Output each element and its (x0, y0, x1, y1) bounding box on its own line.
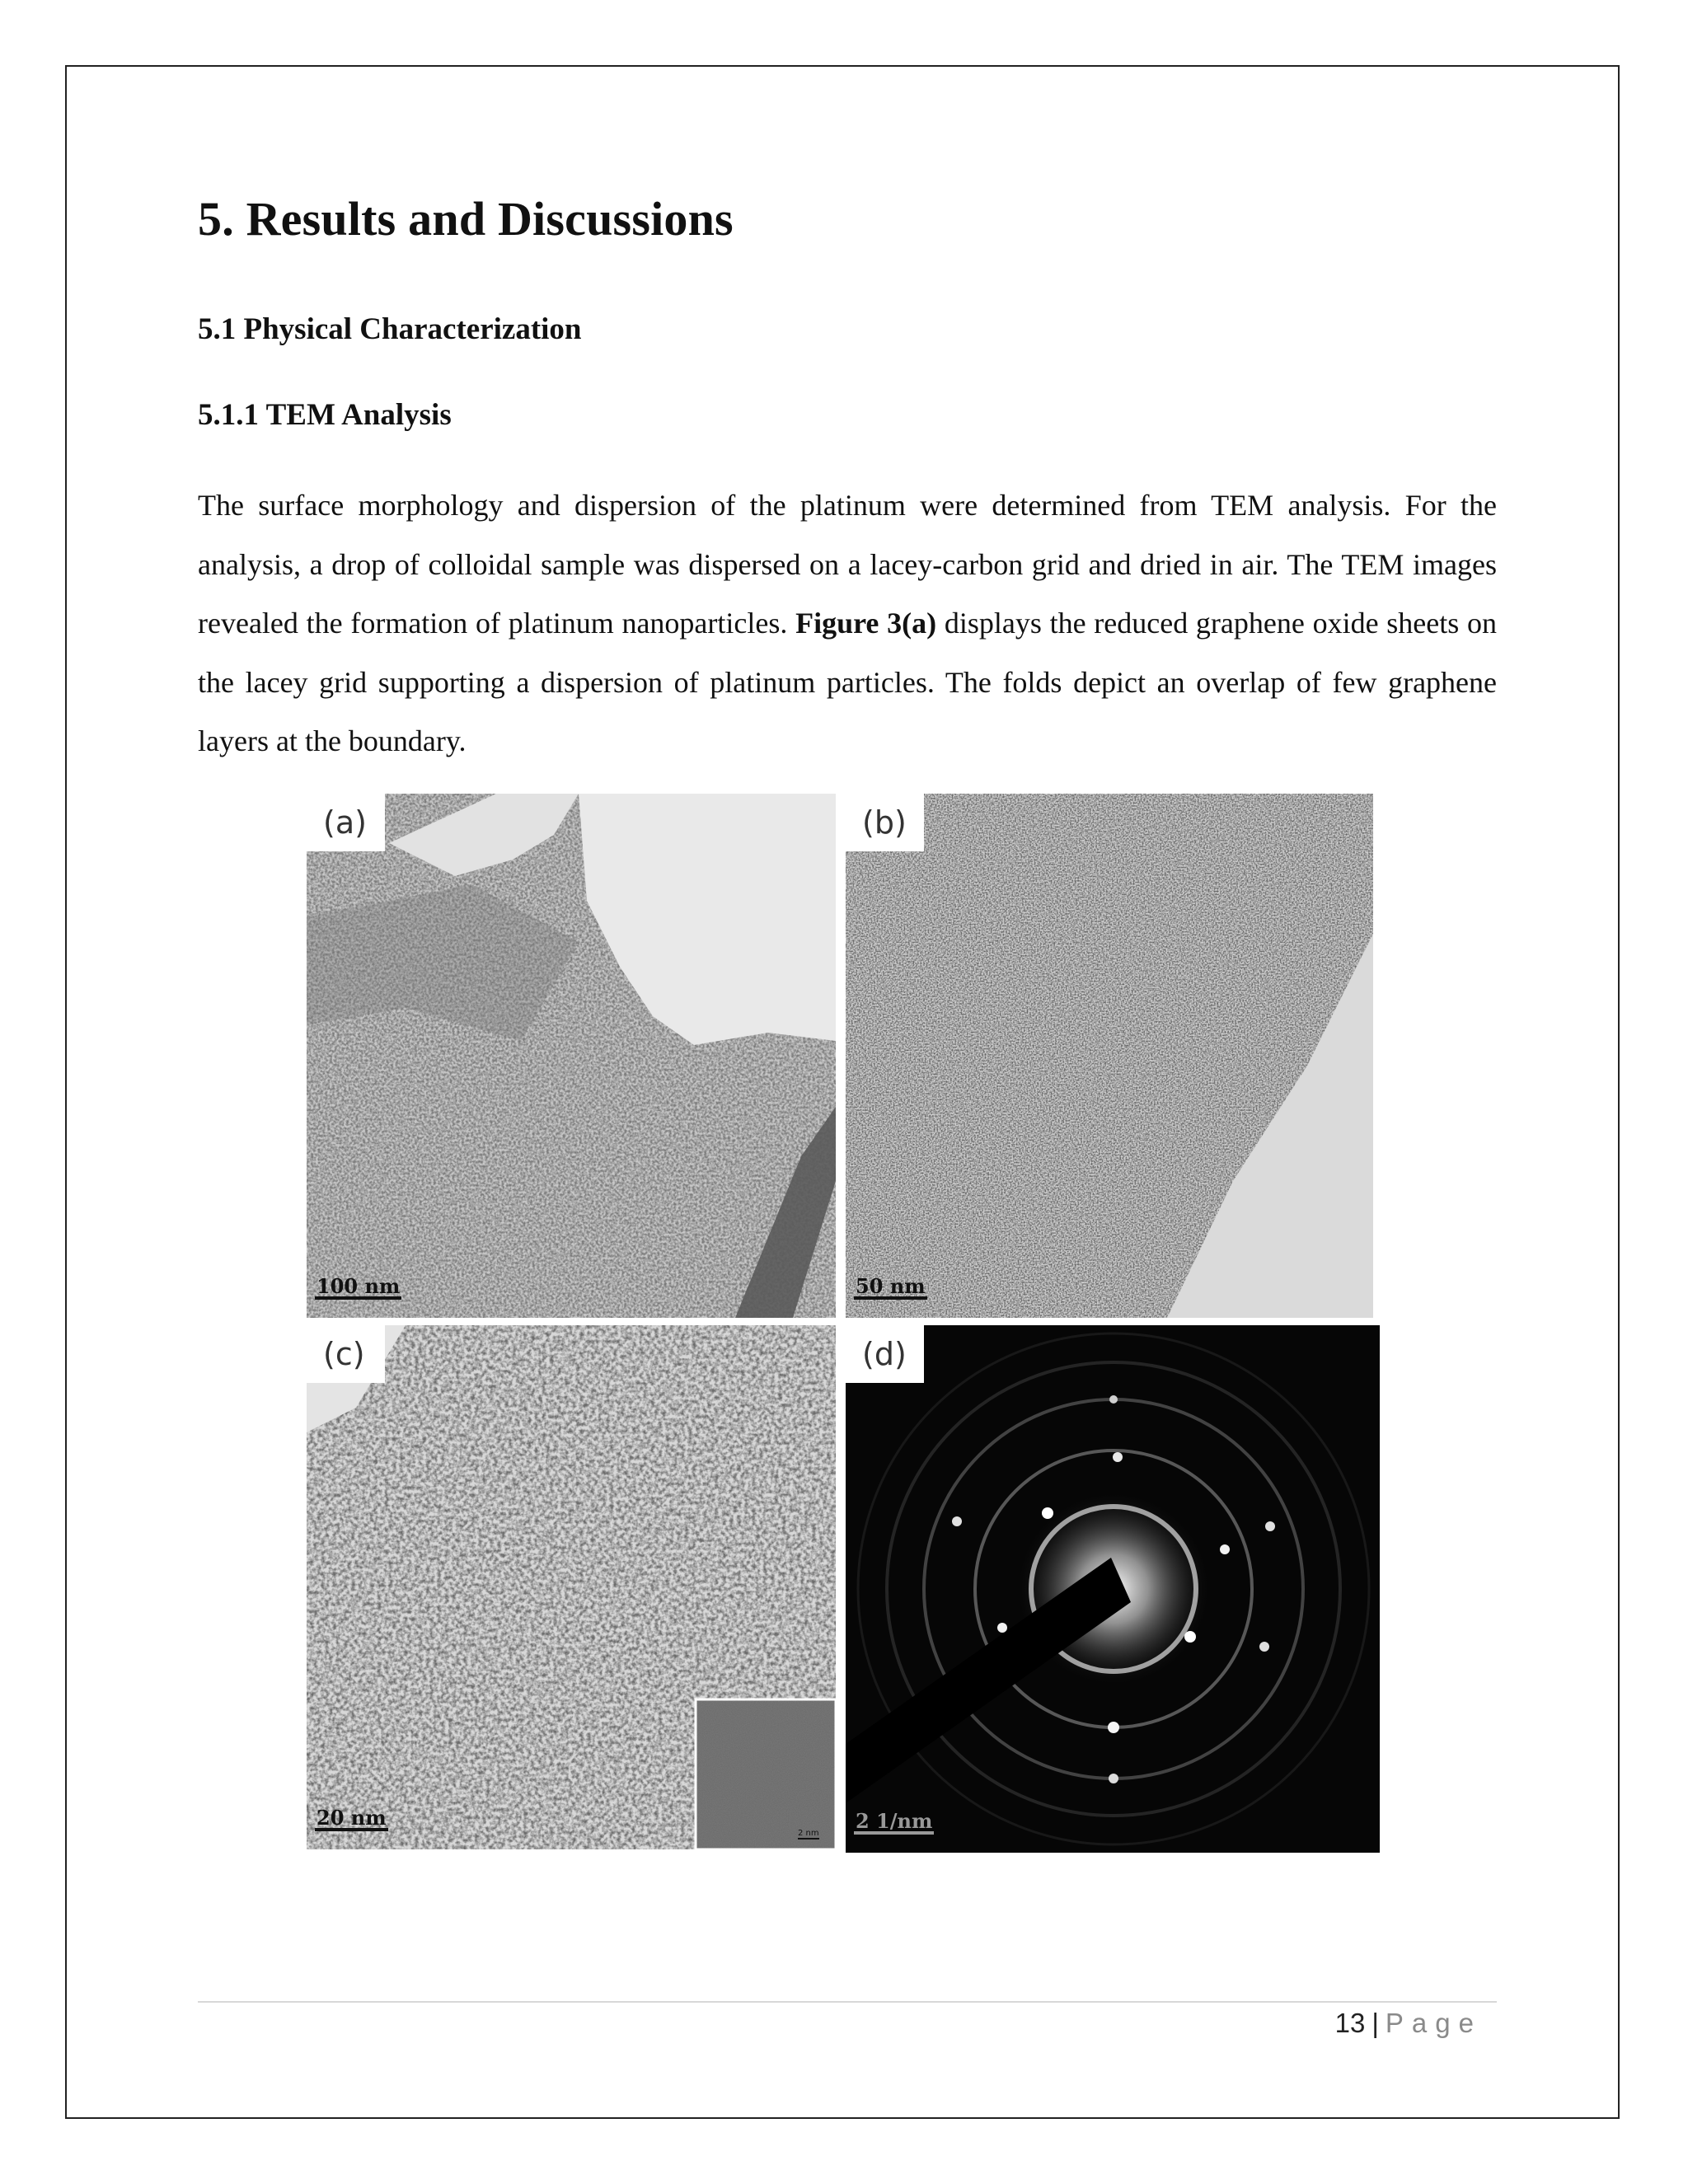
scale-bar-b: 50 nm (856, 1274, 926, 1298)
panel-label-b: (b) (846, 794, 924, 851)
figure-panel-d (846, 1325, 1380, 1853)
paragraph-text-1: The surface morphology and dispersion of the platinum were determined from TEM analysis. For the analysis, a drop of colloidal sample was dispersed on a lacey-carbon grid and dried in air. The TEM images revealed the formation of platinum nanoparticles. (198, 489, 1497, 640)
paragraph-text-2: displays the reduced graphene oxide sheets on the lacey grid supporting a dispersion of platinum particles. The folds depict an overlap of few graphene layers at the boundary. (198, 607, 1497, 757)
figure-panel-b (846, 794, 1373, 1318)
inset-scale-bar: 2 nm (798, 1829, 819, 1838)
scale-bar-d: 2 1/nm (856, 1809, 933, 1833)
panel-label-d: (d) (846, 1325, 924, 1383)
page-footer (1335, 2008, 1482, 2039)
body-paragraph (198, 476, 1497, 771)
scale-bar-c: 20 nm (316, 1806, 387, 1830)
scale-bar-a: 100 nm (316, 1274, 401, 1298)
section-title: 5. Results and Discussions (198, 192, 734, 246)
page-number: 13 (1334, 2008, 1366, 2038)
tem-image-b (846, 794, 1373, 1318)
page-word: Page (1385, 2008, 1482, 2038)
panel-label-a: (a) (307, 794, 385, 851)
figure-panel-c (307, 1325, 836, 1849)
subsubsection-title: 5.1.1 TEM Analysis (198, 398, 452, 432)
diffraction-pattern (846, 1325, 1380, 1853)
figure-panel-a (307, 794, 836, 1318)
tem-image-c (307, 1325, 836, 1849)
footer-separator: | (1372, 2008, 1379, 2038)
figure-reference: Figure 3(a) (795, 607, 937, 640)
footer-divider (198, 2001, 1497, 2003)
panel-label-c: (c) (307, 1325, 385, 1383)
page-border (65, 65, 1620, 2119)
subsection-title: 5.1 Physical Characterization (198, 312, 582, 346)
tem-image-a (307, 794, 836, 1318)
